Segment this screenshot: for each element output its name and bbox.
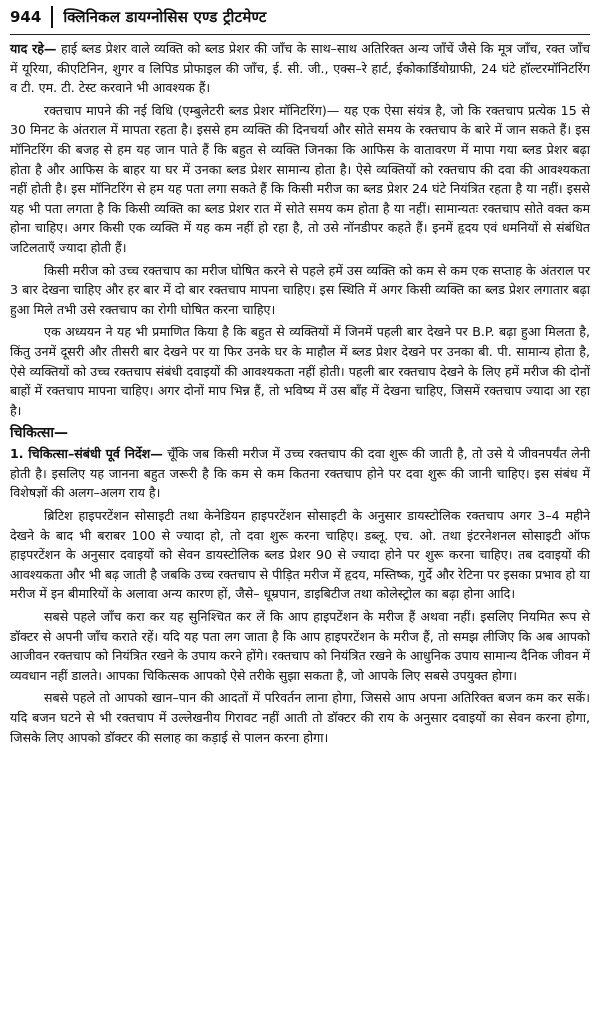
page-number: 944 xyxy=(10,8,42,26)
header-divider xyxy=(51,6,53,28)
paragraph-checkup: सबसे पहले जाँच करा कर यह सुनिश्चित कर लें कि आप हाइपटेंशन के मरीज हैं अथवा नहीं। इसलिए नियमित रूप से डॉक्टर से अपनी जाँच कराते रहें। यदि यह पता लग जाता है कि आप हाइपरटेंशन के मरीज हैं, तो समझ लीजिए कि अब आपको आजीवन रक्तचाप को नियंत्रित रखने के उपाय करने होंगे। रक्तचाप को नियंत्रित रखने के आधुनिक उपाय सामान्य दैनिक जीवन में व्यवधान नहीं डालते। आपका चिकित्सक आपको ऐसे तरीके सुझा सकता है, जो आपके लिए सबसे उपयुक्त होगा। xyxy=(10,609,590,683)
note-text: हाई ब्लड प्रेशर वाले व्यक्ति को ब्लड प्रेशर की जाँच के साथ–साथ अतिरिक्त अन्य जाँचें जैसे कि मूत्र जाँच, रक्त जाँच में यूरिया, कीएटिनिन, शुगर व लिपिड प्रोफाइल की जाँच, ई. सी. जी., एक्स–रे हार्ट, ईकोकार्डियोग्राफी, 24 घंटे हॉल्टरमॉनिटरिंग व टी. एम. टी. टेस्ट करवाने भी आवश्यक हैं। xyxy=(10,41,590,96)
paragraph-diagnosis: किसी मरीज को उच्च रक्तचाप का मरीज घोषित करने से पहले हमें उस व्यक्ति को कम से कम एक सप्ताह के अंतराल पर 3 बार देखना चाहिए और हर बार में दो बार रक्तचाप मापना चाहिए। इस स्थिति में अगर किसी व्यक्ति का ब्लड प्रेशर लगातार बढ़ा हुआ मिले तभी उसे रक्तचाप का रोगी घोषित करना चाहिए। xyxy=(10,262,590,317)
paragraph-lifestyle: सबसे पहले तो आपको खान–पान की आदतों में परिवर्तन लाना होगा, जिससे आप अपना अतिरिक्त बजन कम कर सकें। यदि बजन घटने से भी रक्तचाप में उल्लेखनीय गिरावट नहीं आती तो डॉक्टर की राय के अनुसार दवाइयों का सेवन करना होगा, जिसके लिए आपको डॉक्टर की सलाह का कड़ाई से पालन करना होगा। xyxy=(10,690,590,745)
section-heading-treatment: चिकित्सा— xyxy=(10,425,68,442)
pretreatment-text: चूँकि जब किसी मरीज में उच्च रक्तचाप की दवा शुरू की जाती है, तो उसे ये जीवनपर्यंत लेनी होती है। इसलिए यह जानना बहुत जरूरी है कि कम से कम कितना रक्तचाप होने पर दवा शुरू की जानी चाहिए। इस संबंध में विशेषज्ञों की अलग–अलग राय है। xyxy=(10,446,590,501)
pretreatment-lead: 1. चिकित्सा–संबंधी पूर्व निर्देश— xyxy=(10,446,163,462)
paragraph-study: एक अध्ययन ने यह भी प्रमाणित किया है कि बहुत से व्यक्तियों में जिनमें पहली बार देखने पर B.P. बढ़ा हुआ मिलता है, किंतु उनमें दूसरी और तीसरी बार देखने पर या फिर उनके घर के माहौल में ब्लड प्रेशर देखने पर उनका बी. पी. सामान्य होता है, ऐसे व्यक्तियों को उच्च रक्तचाप संबंधी दवाइयों की आवश्यकता नहीं होती। पहली बार रक्तचाप देखने के लिए हमें मरीज की दोनों बाहों में रक्तचाप मापना चाहिए। अगर दोनों माप भिन्न हैं, तो भविष्य में उस बाँह में देखना चाहिए, जिसमें रक्तचाप ज्यादा आ रहा है। xyxy=(10,324,590,418)
page-body xyxy=(10,39,590,747)
paragraph-pretreatment xyxy=(10,444,590,503)
paragraph-ambulatory-bp: रक्तचाप मापने की नई विधि (एम्बुलेटरी ब्लड प्रेशर मॉनिटरिंग)— यह एक ऐसा संयंत्र है, जो कि रक्तचाप प्रत्येक 15 से 30 मिनट के अंतराल में मापता रहता है। इससे हम व्यक्ति की दिनचर्या और सोते समय के रक्तचाप के बारे में जान सकते हैं। इस मॉनिटरिंग की बजह से हम यह जान पाते हैं कि बहुत से व्यक्ति जिनका कि आफिस के वातावरण में मापा गया ब्लड प्रेशर बढ़ा होता है और आफिस के बाहर या घर में उनका ब्लड प्रेशर सामान्य होता है। ऐसे व्यक्तियों को रक्तचाप की दवा की आवश्यकता नहीं होती है। इस मॉनिटरिंग से हम यह पता लगा सकते हैं कि किसी मरीज का ब्लड प्रेशर 24 घंटे नियंत्रित रहता है या नहीं। इससे यह भी पता लगता है कि किसी व्यक्ति का ब्लड प्रेशर रात में सोते समय कम होता है या नहीं। सामान्यतः रक्तचाप सोते वक्त कम होना चाहिए। अगर किसी एक व्यक्ति में यह कम नहीं हो रहा है, तो उसे नॉनडीपर कहते हैं। इनमें हृदय एवं धमनियों से संबंधित जटिलताएँ ज्यादा होती हैं। xyxy=(10,102,590,255)
page-header xyxy=(10,0,590,35)
running-title: क्लिनिकल डायग्नोसिस एण्ड ट्रीटमेण्ट xyxy=(63,8,267,26)
paragraph-note xyxy=(10,39,590,98)
paragraph-guidelines: ब्रिटिश हाइपरटेंशन सोसाइटी तथा केनेडियन हाइपरटेंशन सोसाइटी के अनुसार डायस्टोलिक रक्तचाप अगर 3–4 महीने देखने के बाद भी बराबर 100 से ज्यादा हो, तो दवा शुरू करना चाहिए। डब्लू. एच. ओ. तथा इंटरनेशनल सोसाइटी ऑफ हाइपरटेंशन के अनुसार दवाइयों को सेवन डायस्टोलिक ब्लड प्रेशर 90 से ज्यादा होने पर शुरू करना चाहिए। तब दवाइयों की आवश्यकता और भी बढ़ जाती है जबकि उच्च रक्तचाप से पीड़ित मरीज में हृदय, मस्तिष्क, गुर्दे और रेटिना पर इसका प्रभाव हो या मरीज में इन बीमारियों के अलावा अन्य कारण हों, जैसे– धूम्रपान, डाइबिटीज तथा कोलेस्ट्रोल का बढ़ा होना आदि। xyxy=(10,508,591,602)
note-lead: याद रहे— xyxy=(10,41,57,56)
